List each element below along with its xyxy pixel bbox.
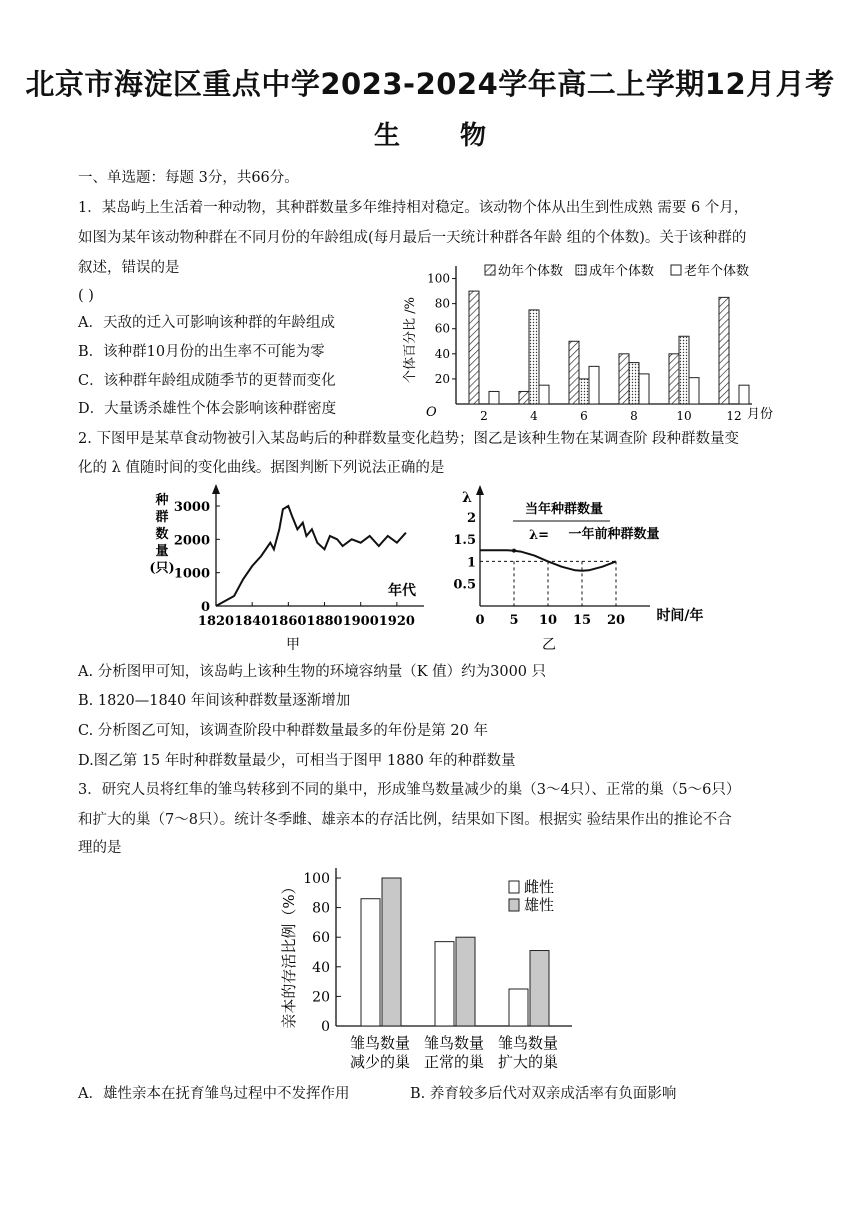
c3-formula-lhs: λ= <box>528 528 549 543</box>
c2-ytick-label: 1000 <box>173 566 210 582</box>
c1-xtick-label: 4 <box>530 409 538 423</box>
c1-ytick-label: 100 <box>427 271 450 286</box>
c4-xtick-label: 减少的巢 <box>349 1053 411 1071</box>
c2-ylabel-char: 群 <box>155 510 169 525</box>
q3-line-2: 和扩大的巢（7～8只）。统计冬季雌、雄亲本的存活比例，结果如下图。根据实 验结果作出的推论不合 <box>78 812 732 828</box>
q1-option-a[interactable]: A．天敌的迁入可影响该种群的年龄组成 <box>78 315 335 331</box>
c3-ylabel: λ <box>462 490 472 506</box>
c1-bar <box>529 310 539 404</box>
c1-bar <box>639 374 649 404</box>
c1-xtick-label: 8 <box>630 409 638 423</box>
lambda-curve-chart <box>445 482 715 654</box>
c1-bar <box>489 391 499 404</box>
c1-bar <box>629 363 639 404</box>
c4-legend-swatch <box>509 881 519 893</box>
c1-bar <box>519 391 529 404</box>
c4-bar <box>456 937 475 1026</box>
c1-origin: O <box>426 405 437 420</box>
c1-legend-label: 幼年个体数 <box>498 264 564 279</box>
c4-bar <box>530 951 549 1026</box>
q2-option-c[interactable]: C. 分析图乙可知，该调查阶段中种群数量最多的年份是第 20 年 <box>78 723 488 739</box>
section-heading: 一、单选题：每题 3分，共66分。 <box>78 170 299 186</box>
c4-bar <box>382 878 401 1026</box>
c4-legend <box>509 878 554 914</box>
c1-legend-swatch <box>671 265 681 275</box>
c3-xtick-label: 20 <box>606 613 626 628</box>
c1-ytick-label: 20 <box>434 371 450 386</box>
c1-xtick-label: 2 <box>480 409 488 423</box>
c1-bar <box>569 341 579 404</box>
c3-xlabel: 时间/年 <box>656 608 704 624</box>
c3-xtick-label: 10 <box>538 613 558 628</box>
c1-ytick-label: 40 <box>434 346 450 361</box>
c3-caption: 乙 <box>542 637 556 653</box>
q3-option-a[interactable]: A．雄性亲本在抚育雏鸟过程中不发挥作用 <box>78 1086 350 1102</box>
c2-xlabel: 年代 <box>388 583 416 599</box>
c2-ylabel-char: (只) <box>149 561 175 576</box>
q1-option-c[interactable]: C．该种群年龄组成随季节的更替而变化 <box>78 373 336 389</box>
c1-bar <box>579 379 589 404</box>
c4-ytick-label: 0 <box>321 1019 330 1035</box>
c2-ylabel-char: 种 <box>155 493 169 508</box>
c2-xtick-label: 1860 <box>270 614 307 629</box>
c1-ytick-label: 60 <box>434 321 450 336</box>
c1-bar <box>469 291 479 404</box>
c4-xtick-label: 雏鸟数量 <box>423 1034 485 1052</box>
c1-legend-swatch <box>485 265 495 275</box>
c4-xtick-label: 正常的巢 <box>423 1053 485 1071</box>
q1-option-b[interactable]: B．该种群10月份的出生率不可能为零 <box>78 344 325 360</box>
c1-legend-swatch <box>576 265 586 275</box>
c4-ytick-label: 40 <box>312 959 330 976</box>
c2-ytick-label: 2000 <box>173 533 210 549</box>
c3-y-arrow <box>476 485 484 495</box>
page-title: 北京市海淀区重点中学2023-2024学年高二上学期12月月考 <box>25 67 835 101</box>
c1-bar <box>619 354 629 404</box>
c3-ytick-label: 1.5 <box>453 533 476 549</box>
c1-bar <box>739 385 749 404</box>
q1-line-3: 叙述，错误的是 <box>78 260 180 276</box>
c2-ylabel-char: 量 <box>155 544 169 559</box>
c2-ylabel-char: 数 <box>155 527 169 542</box>
c1-bar <box>679 336 689 404</box>
population-curve-chart <box>140 482 430 654</box>
c3-point-5 <box>512 549 516 553</box>
c1-legend-label: 成年个体数 <box>589 264 655 279</box>
c2-xtick-label: 1920 <box>378 614 415 629</box>
c4-bar <box>435 942 454 1026</box>
c2-ytick-label: 0 <box>200 600 210 615</box>
c2-xtick-label: 1840 <box>234 614 271 629</box>
c2-xtick-label: 1900 <box>342 614 379 629</box>
q3-line-3: 理的是 <box>78 840 122 856</box>
q3-line-1: 3．研究人员将红隼的雏鸟转移到不同的巢中，形成雏鸟数量减少的巢（3～4只）、正常的巢（5～6只） <box>78 782 741 798</box>
c4-ytick-label: 20 <box>312 989 330 1006</box>
q1-line-1: 1．某岛屿上生活着一种动物，其种群数量多年维持相对稳定。该动物个体从出生到性成熟 需要 6 个月， <box>78 200 749 216</box>
survival-ratio-chart <box>280 864 610 1076</box>
c3-xtick-label: 15 <box>572 613 592 628</box>
q3-option-b[interactable]: B. 养育较多后代对双亲成活率有负面影响 <box>410 1086 677 1102</box>
c3-ytick-label: 1 <box>466 555 476 571</box>
c4-bar <box>509 989 528 1026</box>
c2-xtick-label: 1820 <box>197 614 235 629</box>
c4-ytick-label: 60 <box>312 930 330 947</box>
c1-ytick-label: 80 <box>434 296 450 311</box>
q2-option-b[interactable]: B. 1820—1840 年间该种群数量逐渐增加 <box>78 693 351 709</box>
c1-legend <box>485 263 749 279</box>
q1-paren: ( ) <box>78 288 94 304</box>
c1-xtick-label: 12 <box>726 409 742 423</box>
age-composition-chart <box>400 258 780 430</box>
c2-y-arrow <box>212 484 220 494</box>
c4-bar <box>361 899 380 1026</box>
c4-xtick-label: 雏鸟数量 <box>497 1034 559 1052</box>
c4-legend-swatch <box>509 899 519 911</box>
c4-legend-label: 雌性 <box>524 878 555 896</box>
c2-xtick-label: 1880 <box>306 614 343 629</box>
c4-ylabel: 亲本的存活比例（%） <box>280 879 298 1029</box>
c1-bar <box>719 297 729 404</box>
q2-option-d[interactable]: D.图乙第 15 年时种群数量最少，可相当于图甲 1880 年的种群数量 <box>78 753 516 769</box>
c3-ytick-label: 0.5 <box>453 577 476 593</box>
subject-title: 生 物 <box>373 121 487 151</box>
c1-bar <box>589 366 599 404</box>
q2-line-1: 2. 下图甲是某草食动物被引入某岛屿后的种群数量变化趋势；图乙是该种生物在某调查阶 段种群数量变 <box>78 431 740 447</box>
c1-legend-label: 老年个体数 <box>684 264 750 279</box>
q1-line-2: 如图为某年该动物种群在不同月份的年龄组成(每月最后一天统计种群各年龄 组的个体数)。关于该种群的 <box>78 230 747 246</box>
c1-bar <box>689 378 699 404</box>
c1-bar <box>669 354 679 404</box>
c3-xtick-label: 0 <box>475 613 485 628</box>
c4-legend-label: 雄性 <box>524 896 555 914</box>
c2-ylabel <box>149 492 174 576</box>
q2-option-a[interactable]: A. 分析图甲可知，该岛屿上该种生物的环境容纳量（K 值）约为3000 只 <box>78 664 547 680</box>
c1-xtick-label: 6 <box>580 409 588 423</box>
c1-bar <box>539 385 549 404</box>
q1-option-d[interactable]: D．大量诱杀雄性个体会影响该种群密度 <box>78 401 337 417</box>
c4-xtick-label: 雏鸟数量 <box>349 1034 411 1052</box>
c2-ytick-label: 3000 <box>173 500 210 515</box>
c1-xtick-label: 10 <box>676 409 692 423</box>
c3-xtick-label: 5 <box>509 613 519 628</box>
c1-ylabel: 个体百分比 /% <box>403 297 418 383</box>
c4-xtick-label: 扩大的巢 <box>497 1053 559 1071</box>
q2-line-2: 化的 λ 值随时间的变化曲线。据图判断下列说法正确的是 <box>78 460 445 476</box>
c3-formula-num: 当年种群数量 <box>524 502 604 517</box>
c2-caption: 甲 <box>286 637 300 653</box>
c3-ytick-label: 2 <box>466 510 476 526</box>
c4-ytick-label: 100 <box>303 871 330 887</box>
c3-formula-den: 一年前种群数量 <box>568 527 660 542</box>
c2-series-line <box>216 506 406 606</box>
c4-ytick-label: 80 <box>312 900 330 917</box>
c1-xlabel: 月份 <box>747 407 774 422</box>
